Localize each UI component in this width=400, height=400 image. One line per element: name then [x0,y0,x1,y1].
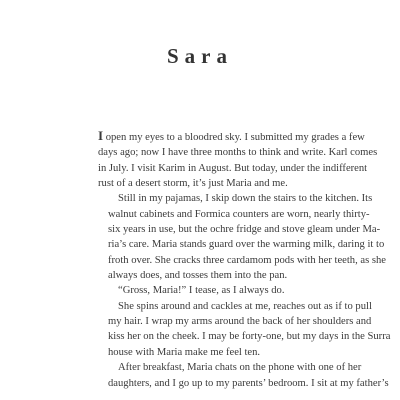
text-line: ria’s care. Maria stands guard over the warming milk, daring it to [108,239,385,251]
chapter-body [98,128,391,391]
text-line [98,128,365,145]
text-line: Still in my pajamas, I skip down the stairs to the kitchen. Its [118,193,373,205]
text-line: six years in use, but the ochre fridge and stove gleam under Ma- [108,224,381,236]
text-line: days ago; now I have three months to think and write. Karl comes [98,147,378,159]
text-line: my hair. I wrap my arms around the back of her shoulders and [108,316,372,328]
text-line: kiss her on the cheek. I may be forty-one, but my days in the Surra [108,331,391,343]
initial-letter: I [98,128,104,143]
text-line: She spins around and cackles at me, reaches out as if to pull [118,300,372,312]
text-line: always does, and tosses them into the pan. [108,270,288,282]
text-line: rust of a desert storm, it’s just Maria and me. [98,178,288,190]
text-line: house with Maria make me feel ten. [108,346,261,358]
paragraph-3 [98,283,310,298]
paragraph-1 [98,128,378,191]
text-line: daughters, and I go up to my parents’ bedroom. I sit at my father’s [108,377,389,389]
paragraph-4 [98,299,391,360]
text-line: froth over. She cracks three cardamom pods with her teeth, as she [108,254,386,266]
paragraph-5 [98,360,389,391]
text-line: After breakfast, Maria chats on the phone with one of her [118,362,362,374]
paragraph-2 [98,191,386,283]
chapter-title: Sara [167,44,233,68]
text-line: walnut cabinets and Formica counters are worn, nearly thirty- [108,208,370,220]
text-line: in July. I visit Karim in August. But today, under the indifferent [98,162,368,174]
text-line: “Gross, Maria!” I tease, as I always do. [118,285,285,297]
line-text: open my eyes to a bloodred sky. I submitted my grades a few [103,132,365,143]
